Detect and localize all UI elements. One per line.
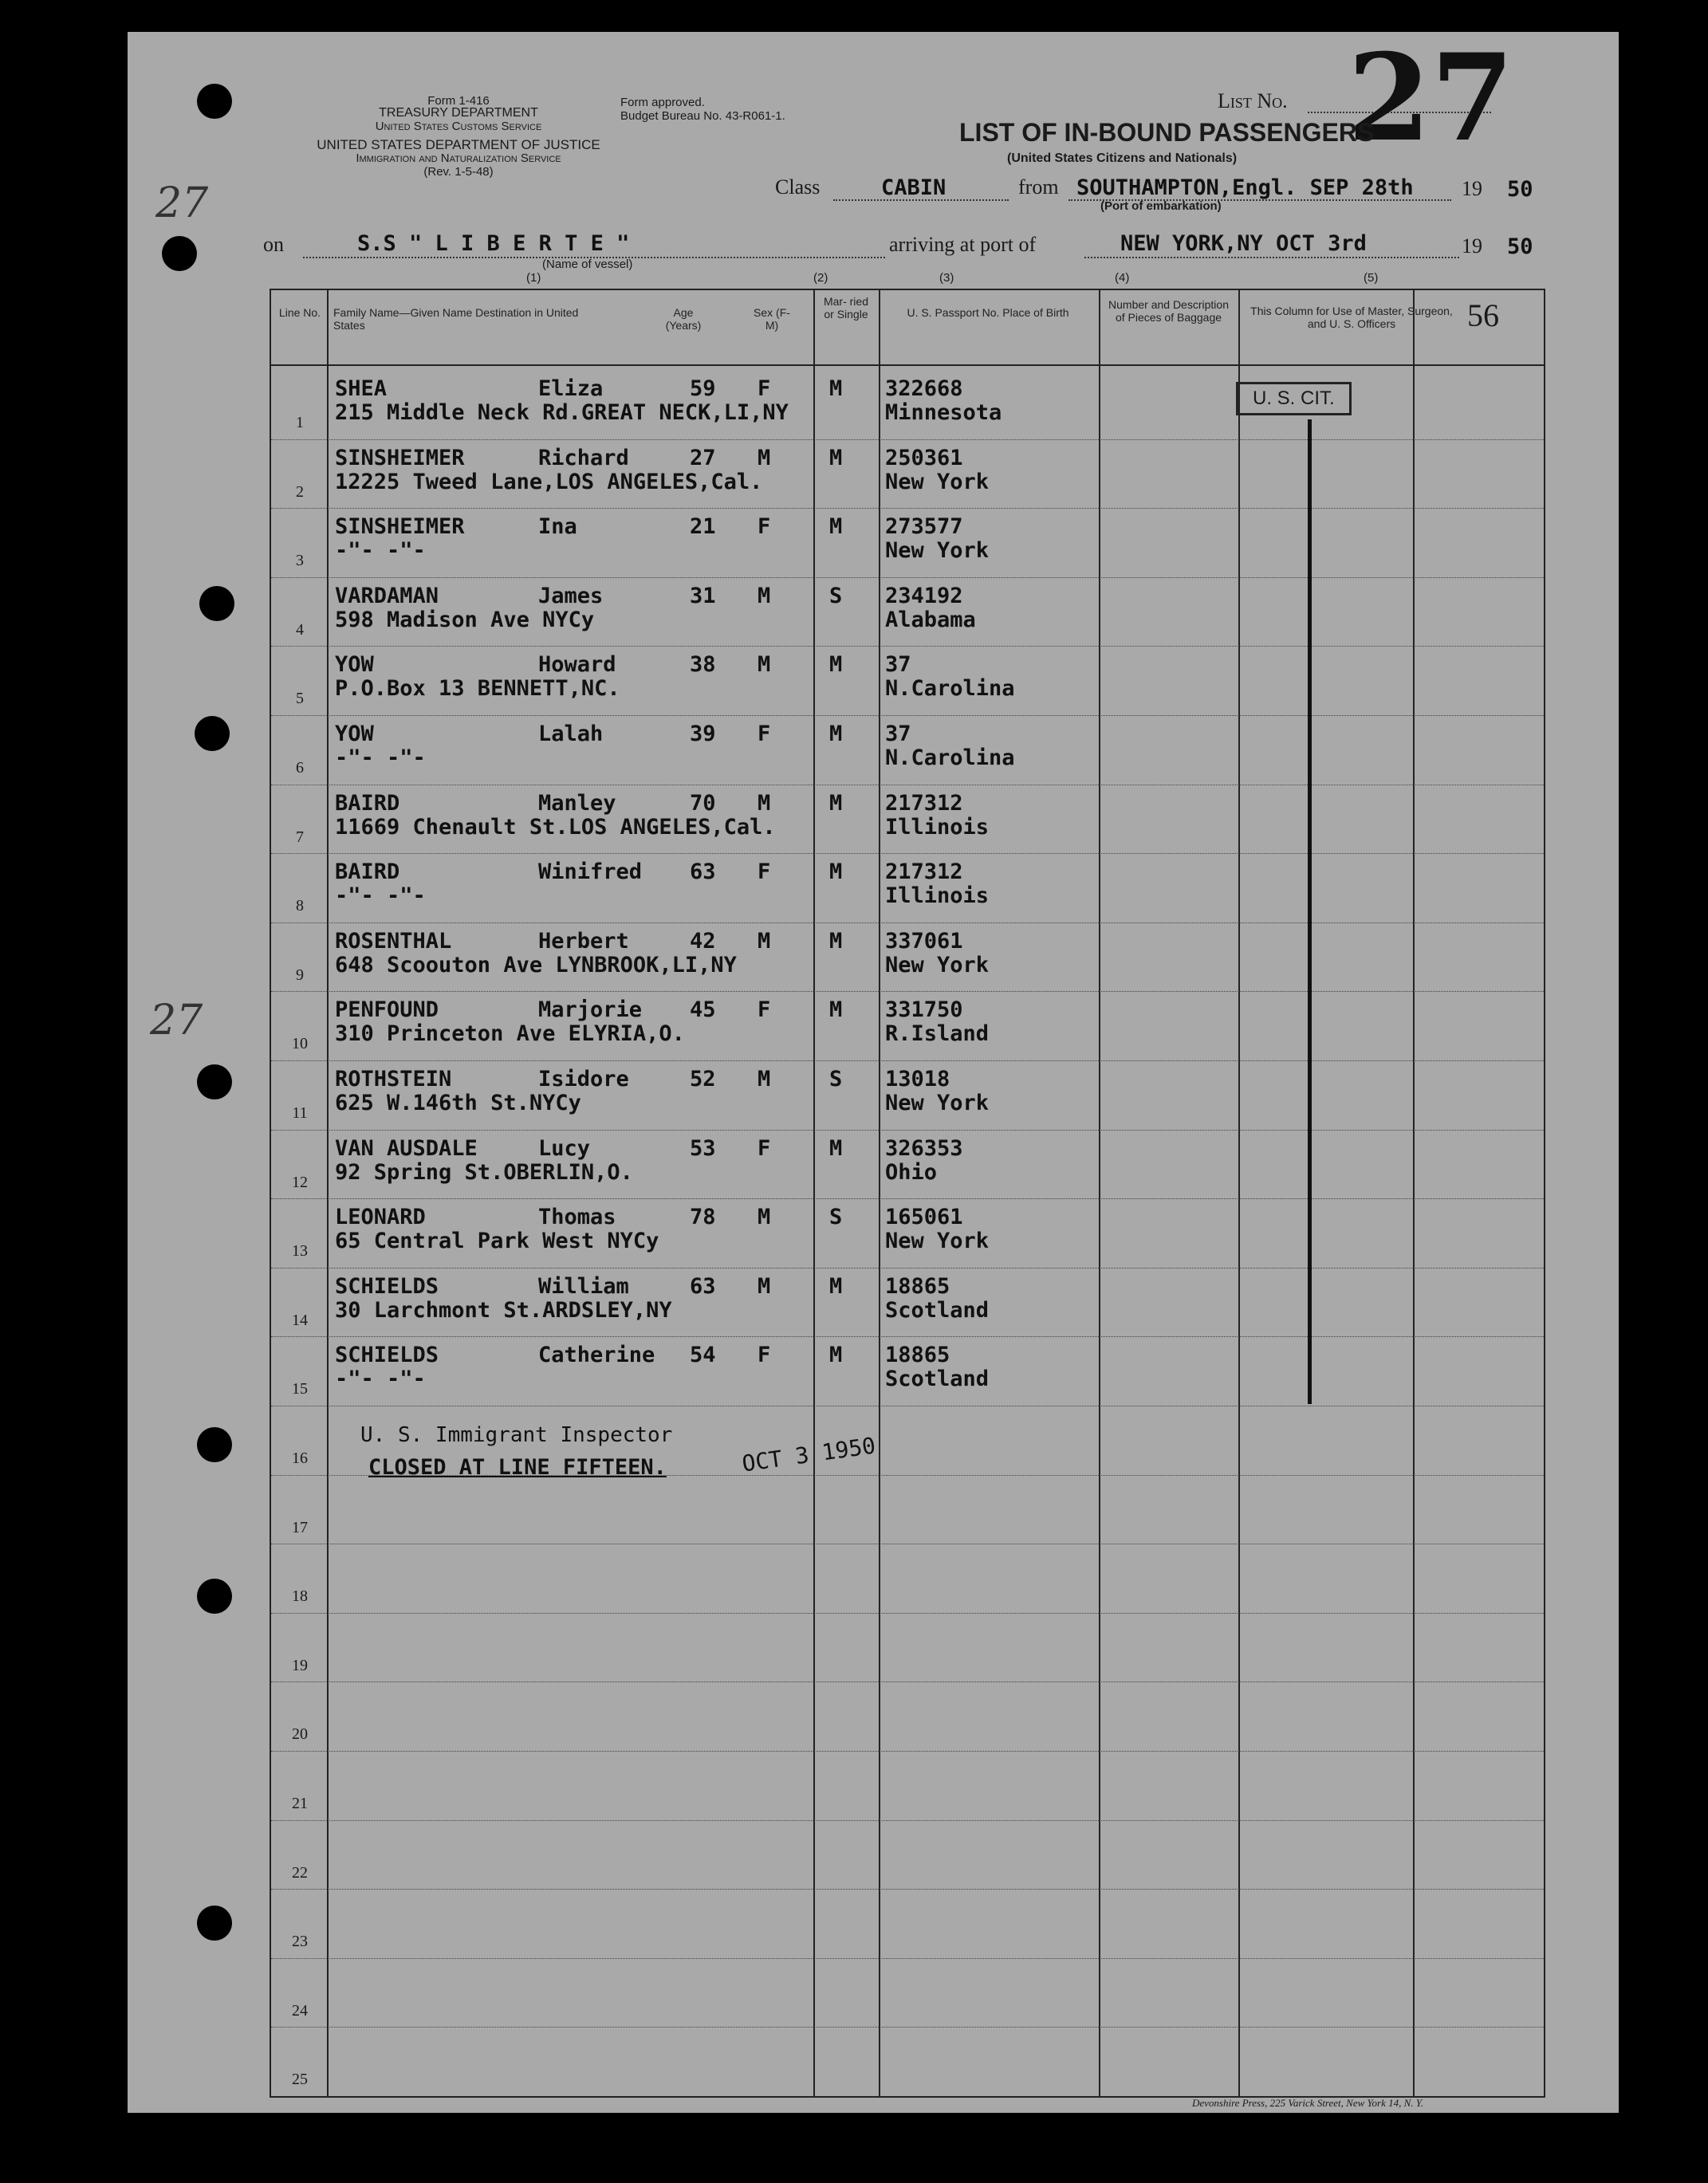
sex: M: [758, 583, 771, 608]
passport-number: 217312: [885, 859, 963, 885]
family-name: YOW: [335, 652, 374, 678]
margin-note: 27: [150, 997, 203, 1044]
destination: -"- -"-: [335, 538, 426, 564]
line-number: 9: [296, 966, 304, 984]
revision: (Rev. 1-5-48): [423, 165, 494, 179]
destination: -"- -"-: [335, 883, 426, 909]
port-embarkation-caption: (Port of embarkation): [1100, 199, 1222, 213]
page-count: 56: [1467, 297, 1499, 333]
family-name: YOW: [335, 722, 374, 746]
family-name: SHEA: [335, 376, 388, 401]
given-name: Lucy: [538, 1135, 591, 1161]
line-number: 19: [292, 1656, 308, 1674]
passport-number: 234192: [885, 583, 963, 608]
passport-number: 165061: [885, 1205, 963, 1230]
row-divider: [271, 508, 1544, 509]
family-name: LEONARD: [335, 1205, 426, 1230]
list-no-label: List No.: [1218, 89, 1288, 112]
header-baggage: Number and Description of Pieces of Baggage: [1108, 298, 1229, 324]
from-year: 50: [1507, 177, 1533, 202]
header-officers: This Column for Use of Master, Surgeon, and U. S. Officers: [1250, 305, 1453, 330]
row-divider: [271, 577, 1544, 578]
passport-number: 18865: [885, 1273, 950, 1299]
class-label: Class: [775, 175, 821, 199]
family-name: ROSENTHAL: [335, 928, 452, 954]
sex: M: [758, 790, 771, 816]
passport-number: 337061: [885, 928, 963, 954]
arriving-year-prefix: 19: [1462, 234, 1482, 258]
destination: 625 W.146th St.NYCy: [335, 1091, 581, 1115]
place-of-birth: New York: [885, 538, 990, 564]
destination: 92 Spring St.OBERLIN,O.: [335, 1159, 633, 1185]
place-of-birth: Minnesota: [885, 400, 1002, 425]
line-number: 20: [292, 1725, 308, 1744]
sex: M: [758, 1273, 771, 1299]
given-name: Richard: [538, 445, 629, 470]
destination: 12225 Tweed Lane,LOS ANGELES,Cal.: [335, 469, 763, 494]
vessel-caption: (Name of vessel): [542, 258, 633, 271]
age: 39: [690, 722, 716, 746]
passport-number: 250361: [885, 445, 963, 470]
treasury-dept: TREASURY DEPARTMENT: [379, 106, 538, 120]
line-number: 12: [292, 1173, 308, 1191]
binder-hole: [197, 1427, 232, 1462]
row-divider: [271, 439, 1544, 440]
marital-status: M: [829, 722, 843, 746]
header-married: Mar- ried or Single: [823, 295, 868, 321]
destination: 310 Princeton Ave ELYRIA,O.: [335, 1021, 685, 1047]
sex: M: [758, 928, 771, 954]
sex: F: [758, 1135, 771, 1161]
line-number: 8: [296, 897, 304, 915]
given-name: William: [538, 1273, 629, 1299]
passport-number: 273577: [885, 514, 963, 540]
row-divider: [271, 1060, 1544, 1061]
sex: F: [758, 376, 771, 401]
place-of-birth: Ohio: [885, 1159, 938, 1185]
age: 42: [690, 928, 716, 954]
family-name: SCHIELDS: [335, 1343, 439, 1368]
passenger-table: [270, 289, 1545, 2098]
marital-status: M: [829, 445, 843, 470]
binder-hole: [197, 1579, 232, 1614]
row-divider: [271, 853, 1544, 854]
row-divider: [271, 991, 1544, 992]
binder-hole: [197, 84, 232, 119]
line-number: 7: [296, 828, 304, 846]
printer-credit: Devonshire Press, 225 Varick Street, New York 14, N. Y.: [1192, 2097, 1424, 2109]
place-of-birth: New York: [885, 1229, 990, 1254]
marital-status: M: [829, 859, 843, 885]
family-name: PENFOUND: [335, 997, 439, 1023]
given-name: Catherine: [538, 1343, 655, 1368]
row-divider: [271, 1336, 1544, 1337]
header-age: Age (Years): [665, 306, 702, 332]
age: 27: [690, 445, 716, 470]
ins-service: Immigration and Naturalization Service: [356, 151, 561, 165]
line-number: 3: [296, 552, 304, 570]
marital-status: M: [829, 997, 843, 1023]
customs-service: United States Customs Service: [375, 120, 542, 133]
destination: 11669 Chenault St.LOS ANGELES,Cal.: [335, 814, 776, 840]
marital-status: M: [829, 1135, 843, 1161]
passport-number: 322668: [885, 376, 963, 401]
family-name: ROTHSTEIN: [335, 1067, 452, 1092]
age: 59: [690, 376, 716, 401]
age: 45: [690, 997, 716, 1023]
place-of-birth: Alabama: [885, 607, 976, 632]
family-name: BAIRD: [335, 790, 400, 816]
age: 31: [690, 583, 716, 608]
age: 54: [690, 1343, 716, 1368]
place-of-birth: Scotland: [885, 1297, 990, 1323]
header-name: Family Name—Given Name Destination in United States: [333, 306, 579, 332]
marital-status: M: [829, 652, 843, 678]
place-of-birth: N.Carolina: [885, 676, 1015, 702]
place-of-birth: R.Island: [885, 1021, 990, 1047]
col-marker: (4): [1115, 271, 1130, 285]
row-divider: [271, 1130, 1544, 1131]
family-name: SINSHEIMER: [335, 445, 465, 470]
destination: 65 Central Park West NYCy: [335, 1229, 659, 1254]
col-marker: (3): [939, 271, 954, 285]
officer-bracket-line: [1308, 419, 1312, 1404]
binder-hole: [195, 716, 230, 751]
line-number: 13: [292, 1242, 308, 1261]
line-number: 17: [292, 1518, 308, 1536]
row-divider: [271, 922, 1544, 923]
date-stamp: OCT 3 1950: [740, 1432, 878, 1477]
header-line-no: Line No.: [278, 306, 321, 319]
destination: -"- -"-: [335, 745, 426, 770]
place-of-birth: Illinois: [885, 814, 990, 840]
row-divider: [271, 1613, 1544, 1614]
destination: 30 Larchmont St.ARDSLEY,NY: [335, 1297, 672, 1323]
form-approved: Form approved.: [620, 96, 705, 109]
from-year-prefix: 19: [1462, 177, 1482, 200]
sex: M: [758, 1205, 771, 1230]
sex: F: [758, 859, 771, 885]
age: 38: [690, 652, 716, 678]
sex: M: [758, 445, 771, 470]
arriving-label: arriving at port of: [889, 233, 1037, 256]
given-name: Herbert: [538, 928, 629, 954]
passport-number: 326353: [885, 1135, 963, 1161]
budget-bureau: Budget Bureau No. 43-R061-1.: [620, 109, 785, 123]
destination: 598 Madison Ave NYCy: [335, 607, 595, 632]
destination: P.O.Box 13 BENNETT,NC.: [335, 676, 620, 702]
line-number: 10: [292, 1035, 308, 1053]
header-passport: U. S. Passport No. Place of Birth: [907, 306, 1069, 319]
place-of-birth: Illinois: [885, 883, 990, 909]
passport-number: 18865: [885, 1343, 950, 1368]
given-name: Marjorie: [538, 997, 643, 1023]
passport-number: 331750: [885, 997, 963, 1023]
sex: F: [758, 1343, 771, 1368]
line-number: 1: [296, 414, 304, 431]
closed-note: CLOSED AT LINE FIFTEEN.: [368, 1455, 667, 1480]
age: 52: [690, 1067, 716, 1092]
given-name: Ina: [538, 514, 577, 540]
sex: F: [758, 722, 771, 746]
marital-status: M: [829, 1343, 843, 1368]
col-marker: (5): [1364, 271, 1379, 285]
line-number: 14: [292, 1311, 308, 1329]
binder-hole: [199, 586, 234, 621]
given-name: Winifred: [538, 859, 643, 885]
age: 21: [690, 514, 716, 540]
line-number: 2: [296, 482, 304, 501]
binder-hole: [197, 1906, 232, 1941]
marital-status: M: [829, 1273, 843, 1299]
destination: 648 Scoouton Ave LYNBROOK,LI,NY: [335, 952, 737, 977]
vessel-name: S.S " L I B E R T E ": [357, 231, 630, 256]
family-name: SINSHEIMER: [335, 514, 465, 540]
given-name: Isidore: [538, 1067, 629, 1092]
binder-hole: [162, 236, 197, 271]
line-number: 22: [292, 1863, 308, 1882]
line-number: 4: [296, 620, 304, 639]
age: 63: [690, 1273, 716, 1299]
margin-note: 27: [155, 179, 209, 227]
family-name: SCHIELDS: [335, 1273, 439, 1299]
row-divider: [271, 646, 1544, 647]
line-number: 16: [292, 1449, 308, 1467]
line-number: 21: [292, 1795, 308, 1812]
given-name: Howard: [538, 652, 616, 678]
arriving-year: 50: [1507, 234, 1533, 259]
place-of-birth: New York: [885, 1091, 990, 1115]
marital-status: S: [829, 1205, 843, 1230]
passport-number: 13018: [885, 1067, 950, 1092]
sex: F: [758, 997, 771, 1023]
line-number: 11: [292, 1104, 308, 1122]
marital-status: S: [829, 1067, 843, 1092]
line-number: 18: [292, 1587, 308, 1606]
line-number: 15: [292, 1380, 308, 1398]
marital-status: M: [829, 928, 843, 954]
given-name: Eliza: [538, 376, 604, 401]
from-label: from: [1018, 175, 1059, 199]
marital-status: M: [829, 790, 843, 816]
form-subtitle: (United States Citizens and Nationals): [1007, 151, 1238, 165]
line-number: 6: [296, 759, 304, 777]
family-name: BAIRD: [335, 859, 400, 885]
age: 63: [690, 859, 716, 885]
given-name: Lalah: [538, 722, 604, 746]
us-citizen-stamp: U. S. CIT.: [1236, 382, 1352, 415]
form-number: Form 1-416: [427, 94, 490, 108]
row-divider: [271, 1958, 1544, 1959]
passport-number: 217312: [885, 790, 963, 816]
given-name: James: [538, 583, 604, 608]
line-number: 23: [292, 1933, 308, 1951]
passport-number: 37: [885, 722, 911, 746]
family-name: VARDAMAN: [335, 583, 439, 608]
given-name: Manley: [538, 790, 616, 816]
col-marker: (2): [813, 271, 828, 285]
row-divider: [271, 1889, 1544, 1890]
class-value: CABIN: [881, 175, 946, 200]
destination: -"- -"-: [335, 1367, 426, 1392]
place-of-birth: New York: [885, 952, 990, 977]
marital-status: S: [829, 583, 843, 608]
row-divider: [271, 715, 1544, 716]
form-title: LIST OF IN-BOUND PASSENGERS: [959, 118, 1375, 147]
line-number: 25: [292, 2071, 308, 2089]
place-of-birth: Scotland: [885, 1367, 990, 1392]
row-divider: [271, 1751, 1544, 1752]
place-of-birth: New York: [885, 469, 990, 494]
destination: 215 Middle Neck Rd.GREAT NECK,LI,NY: [335, 400, 789, 425]
header-sex: Sex (F-M): [754, 306, 790, 332]
age: 53: [690, 1135, 716, 1161]
line-number: 24: [292, 2001, 308, 2020]
line-number: 5: [296, 690, 304, 708]
place-of-birth: N.Carolina: [885, 745, 1015, 770]
marital-status: M: [829, 376, 843, 401]
col-marker: (1): [526, 271, 541, 285]
list-number: 27: [1348, 28, 1514, 168]
row-divider: [271, 1198, 1544, 1199]
justice-dept: UNITED STATES DEPARTMENT OF JUSTICE: [317, 137, 600, 152]
sex: M: [758, 652, 771, 678]
sex: M: [758, 1067, 771, 1092]
marital-status: M: [829, 514, 843, 540]
family-name: VAN AUSDALE: [335, 1135, 478, 1161]
arriving-value: NEW YORK,NY OCT 3rd: [1120, 231, 1367, 256]
given-name: Thomas: [538, 1205, 616, 1230]
row-divider: [271, 1820, 1544, 1821]
on-label: on: [263, 233, 284, 256]
from-value: SOUTHAMPTON,Engl. SEP 28th: [1076, 175, 1414, 200]
inspector-label: U. S. Immigrant Inspector: [360, 1423, 673, 1447]
passport-number: 37: [885, 652, 911, 678]
age: 70: [690, 790, 716, 816]
sex: F: [758, 514, 771, 540]
row-divider: [271, 2027, 1544, 2028]
binder-hole: [197, 1064, 232, 1099]
age: 78: [690, 1205, 716, 1230]
